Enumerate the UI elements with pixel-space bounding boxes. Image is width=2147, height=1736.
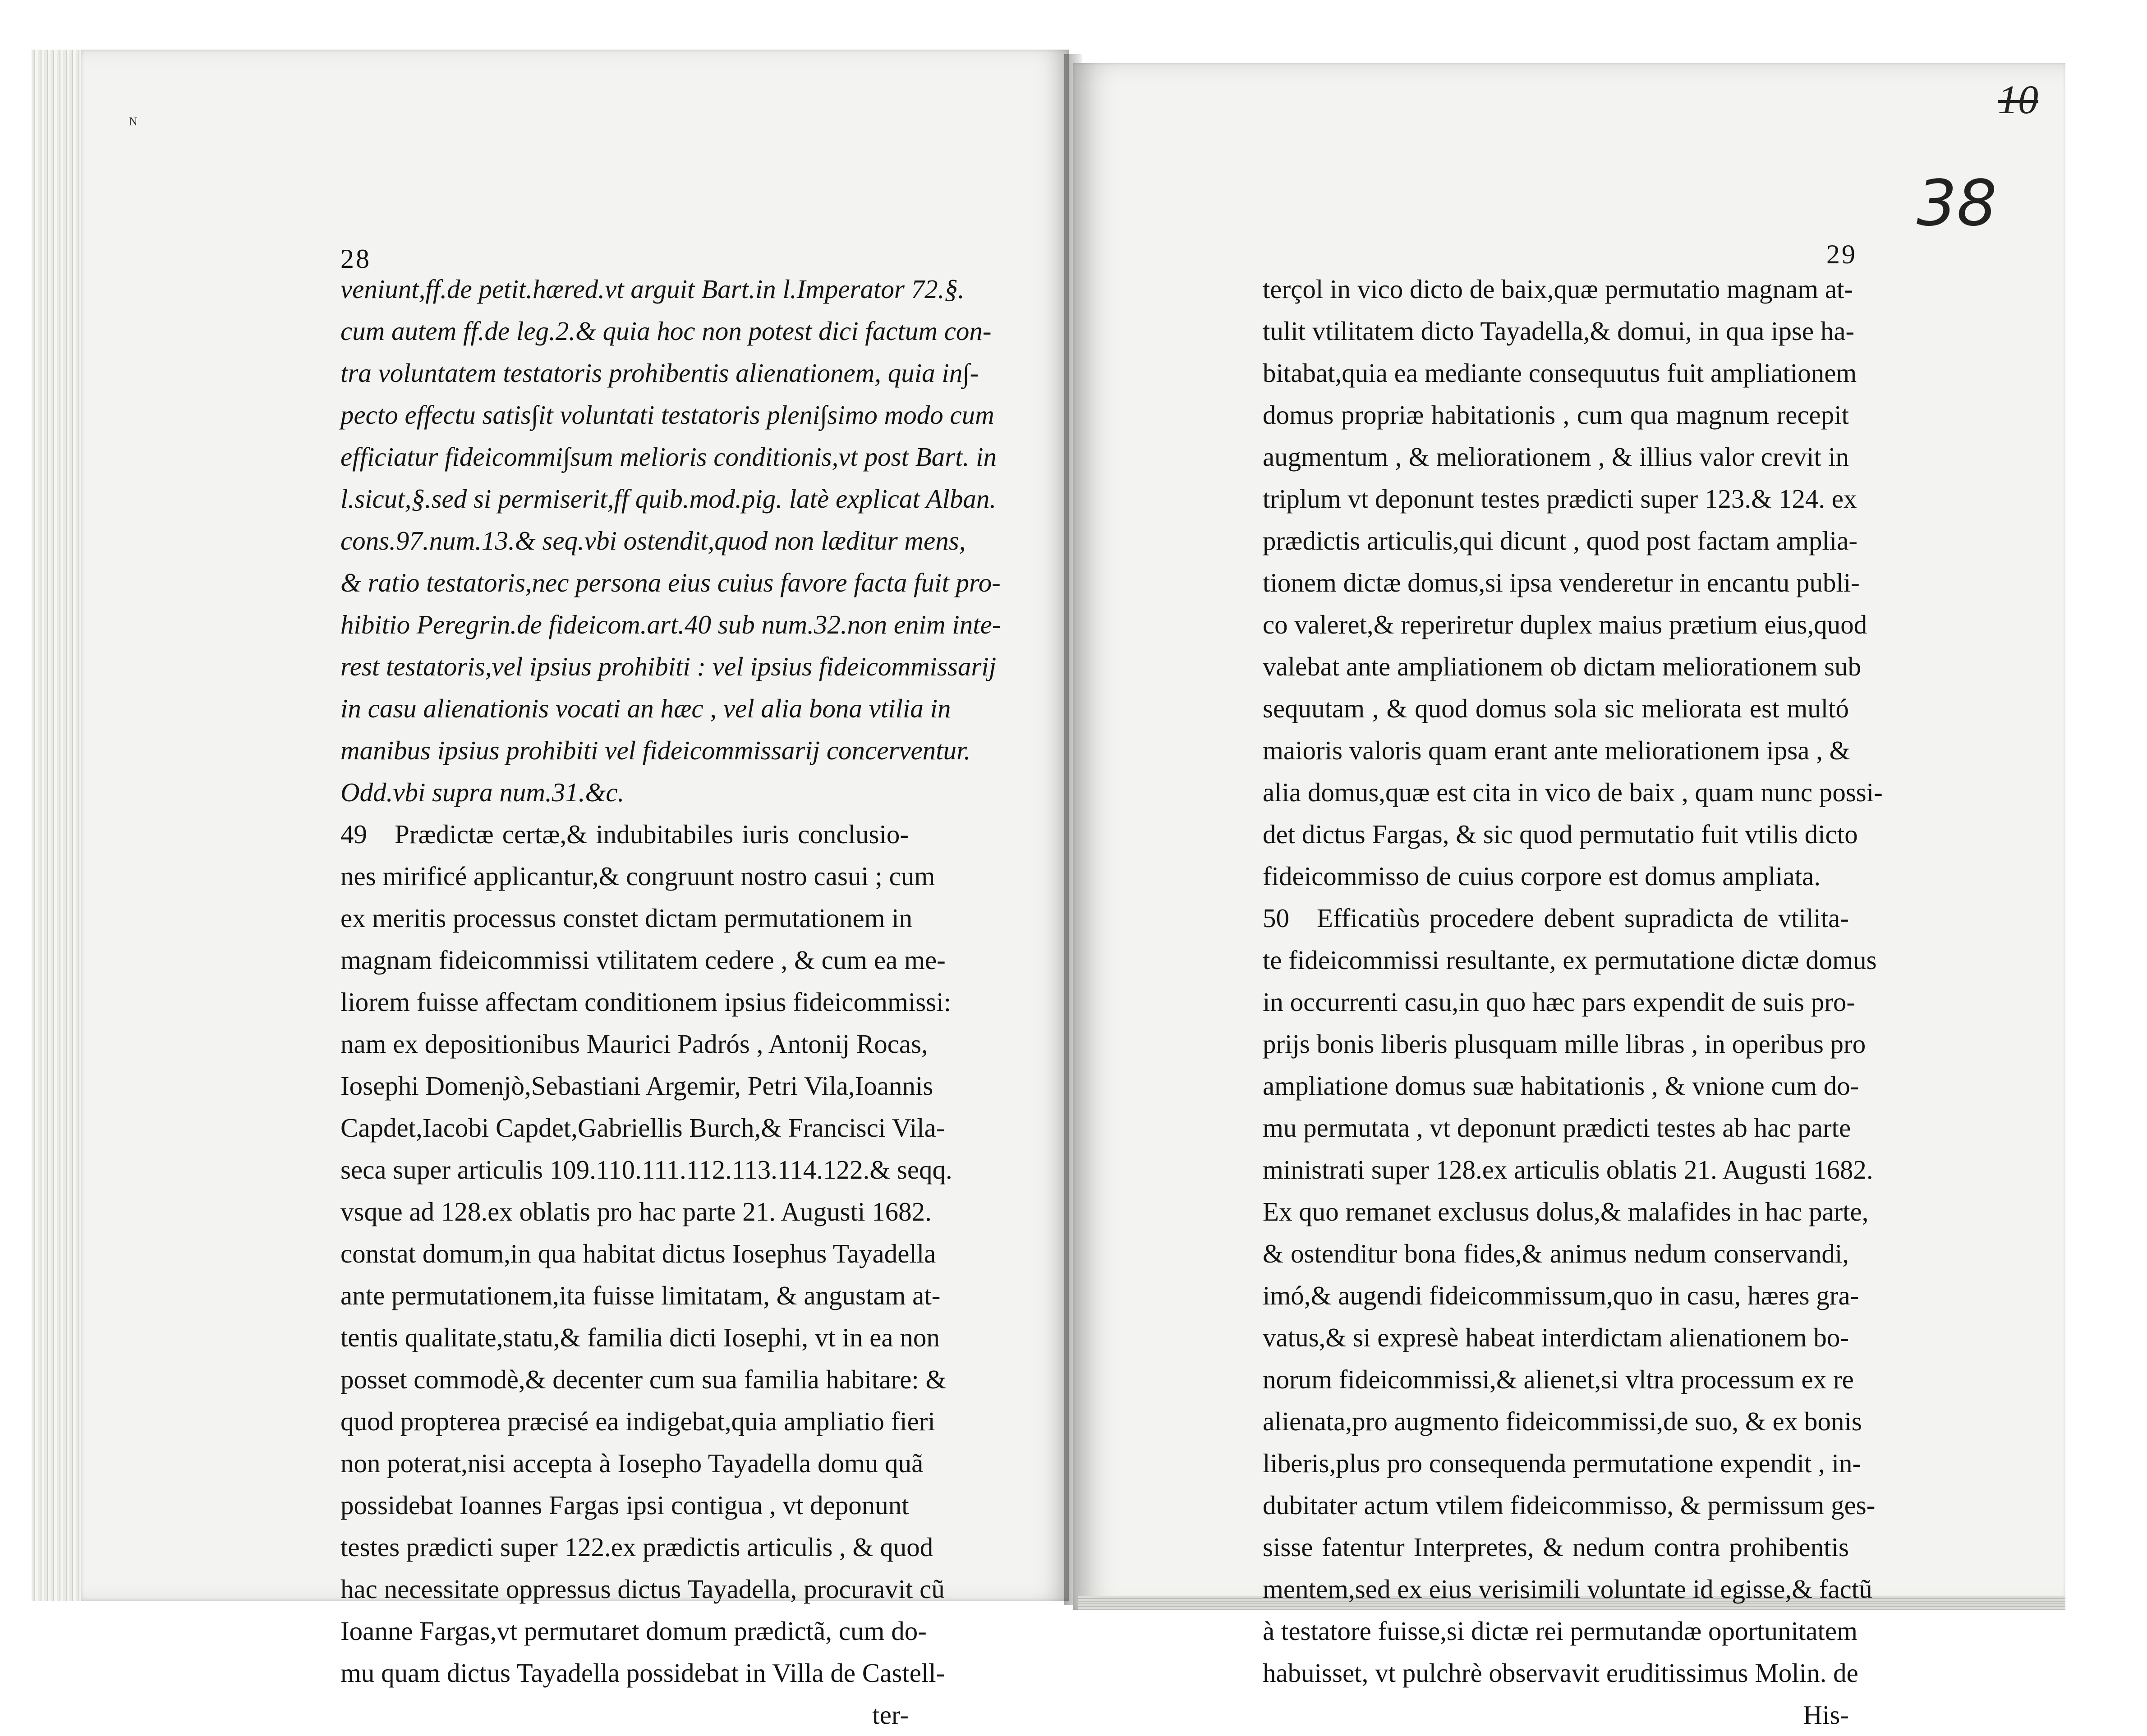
text-line: dubitater actum vtilem fideicommisso, & permissum ges- <box>1263 1490 1876 1520</box>
text-line: ministrati super 128.ex articulis oblatis 21. Augusti 1682. <box>1263 1155 1873 1185</box>
text-line: efficiatur fideicommi∫sum melioris conditionis,vt post Bart. in <box>340 442 997 472</box>
text-line: l.sicut,§.sed si permiserit,ff quib.mod.pig. latè explicat Alban. <box>340 484 997 514</box>
text-line: quod propterea præcisé ea indigebat,quia ampliatio fieri <box>340 1406 935 1436</box>
text-line: seca super articulis 109.110.111.112.113.114.122.& seqq. <box>340 1155 952 1185</box>
text-line: terçol in vico dicto de baix,quæ permutatio magnam at- <box>1263 274 1853 304</box>
paragraph-first-line <box>340 813 909 855</box>
text-line: posset commodè,& decenter cum sua familia habitare: & <box>340 1364 947 1394</box>
text-line: in casu alienationis vocati an hæc , vel alia bona vtilia in <box>340 693 951 723</box>
text-line: à testatore fuisse,si dictæ rei permutandæ oportunitatem <box>1263 1616 1857 1646</box>
text-line: domus propriæ habitationis , cum qua magnum recepit <box>1263 400 1849 430</box>
text-line: nes mirificé applicantur,& congruunt nostro casui ; cum <box>340 861 935 891</box>
paragraph-number: 49 <box>340 819 367 849</box>
text-line: constat domum,in qua habitat dictus Iosephus Tayadella <box>340 1239 936 1268</box>
text-line: fideicommisso de cuius corpore est domus ampliata. <box>1263 861 1821 891</box>
text-line: det dictus Fargas, & sic quod permutatio fuit vtilis dicto <box>1263 819 1858 849</box>
text-line: augmentum , & meliorationem , & illius valor crevit in <box>1263 442 1849 472</box>
text-line: Efficatiùs procedere debent supradicta de vtilita- <box>1317 903 1849 933</box>
right-page-number: 29 <box>1826 239 1857 269</box>
text-line: ante permutationem,ita fuisse limitatam, & angustam at- <box>340 1281 941 1310</box>
text-line: hac necessitate oppressus dictus Tayadella, procuravit cũ <box>340 1574 945 1604</box>
paragraph-number: 50 <box>1263 903 1289 933</box>
text-line: Odd.vbi supra num.31.&c. <box>340 777 625 807</box>
text-line: Ex quo remanet exclusus dolus,& malafides in hac parte, <box>1263 1197 1869 1226</box>
text-line: mu quam dictus Tayadella possidebat in Villa de Castell- <box>340 1658 945 1688</box>
text-line: Iosephi Domenjò,Sebastiani Argemir, Petri Vila,Ioannis <box>340 1071 933 1101</box>
text-line: cum autem ff.de leg.2.& quia hoc non potest dici factum con- <box>340 316 992 346</box>
text-line: ampliatione domus suæ habitationis , & vnione cum do- <box>1263 1071 1859 1101</box>
text-line: te fideicommissi resultante, ex permutatione dictæ domus <box>1263 945 1877 975</box>
text-line: mu permutata , vt deponunt prædicti testes ab hac parte <box>1263 1113 1851 1143</box>
text-line: tra voluntatem testatoris prohibentis alienationem, quia in∫- <box>340 358 979 388</box>
text-line: sisse fatentur Interpretes, & nedum contra prohibentis <box>1263 1532 1849 1562</box>
text-line: manibus ipsius prohibiti vel fideicommissarij concerventur. <box>340 735 971 765</box>
text-line: habuisset, vt pulchrè observavit eruditissimus Molin. de <box>1263 1658 1858 1688</box>
text-line: co valeret,& reperiretur duplex maius prætium eius,quod <box>1263 610 1867 639</box>
text-line: bitabat,quia ea mediante consequutus fuit ampliationem <box>1263 358 1857 388</box>
text-line: in occurrenti casu,in quo hæc pars expendit de suis pro- <box>1263 987 1856 1017</box>
text-line: cons.97.num.13.& seq.vbi ostendit,quod non læditur mens, <box>340 526 966 556</box>
catchword: His- <box>1803 1700 1849 1730</box>
text-line: liberis,plus pro consequenda permutatione expendit , in- <box>1263 1448 1862 1478</box>
text-line: nam ex depositionibus Maurici Padrós , Antonij Rocas, <box>340 1029 928 1059</box>
text-line: hibitio Peregrin.de fideicom.art.40 sub num.32.non enim inte- <box>340 610 1001 639</box>
text-line: & ostenditur bona fides,& animus nedum conservandi, <box>1263 1239 1849 1268</box>
catchword: ter- <box>872 1700 909 1730</box>
text-line: veniunt,ff.de petit.hæred.vt arguit Bart.in l.Imperator 72.§. <box>340 274 965 304</box>
text-line: alienata,pro augmento fideicommissi,de suo, & ex bonis <box>1263 1406 1862 1436</box>
text-line: vatus,& si expresè habeat interdictam alienationem bo- <box>1263 1323 1849 1352</box>
text-line: liorem fuisse affectam conditionem ipsius fideicommissi: <box>340 987 952 1017</box>
paragraph-first-line <box>1263 897 1849 939</box>
text-line: vsque ad 128.ex oblatis pro hac parte 21. Augusti 1682. <box>340 1197 932 1226</box>
struck-number-annotation: 10 <box>1998 78 2038 122</box>
text-line: rest testatoris,vel ipsius prohibiti : vel ipsius fideicommissarij <box>340 652 997 681</box>
text-line: non poterat,nisi accepta à Iosepho Tayadella domu quã <box>340 1448 924 1478</box>
text-line: alia domus,quæ est cita in vico de baix , quam nunc possi- <box>1263 777 1883 807</box>
left-page-number: 28 <box>340 244 371 274</box>
text-line: Prædictæ certæ,& indubitabiles iuris conclusio- <box>395 819 909 849</box>
text-line: imó,& augendi fideicommissum,quo in casu, hæres gra- <box>1263 1281 1859 1310</box>
handwritten-folio-number: 38 <box>1917 167 1997 240</box>
text-line: Ioanne Fargas,vt permutaret domum prædictã, cum do- <box>340 1616 927 1646</box>
text-line: & ratio testatoris,nec persona eius cuius favore facta fuit pro- <box>340 568 1001 597</box>
text-line: norum fideicommissi,& alienet,si vltra processum ex re <box>1263 1364 1854 1394</box>
text-line: sequutam , & quod domus sola sic meliorata est multó <box>1263 693 1849 723</box>
text-line: mentem,sed ex eius verisimili voluntate id egisse,& factũ <box>1263 1574 1872 1604</box>
text-line: tionem dictæ domus,si ipsa venderetur in encantu publi- <box>1263 568 1860 597</box>
text-line: testes prædicti super 122.ex prædictis articulis , & quod <box>340 1532 933 1562</box>
corner-mark: ᴺ <box>129 113 138 135</box>
right-text-block <box>1263 268 1883 1736</box>
text-line: prædictis articulis,qui dicunt , quod post factam amplia- <box>1263 526 1858 556</box>
text-line: triplum vt deponunt testes prædicti super 123.& 124. ex <box>1263 484 1857 514</box>
text-line: valebat ante ampliationem ob dictam meliorationem sub <box>1263 652 1862 681</box>
text-line: Capdet,Iacobi Capdet,Gabriellis Burch,& Francisci Vila- <box>340 1113 945 1143</box>
left-text-block <box>340 268 1001 1736</box>
text-line: possidebat Ioannes Fargas ipsi contigua , vt deponunt <box>340 1490 909 1520</box>
text-line: tulit vtilitatem dicto Tayadella,& domui, in qua ipse ha- <box>1263 316 1855 346</box>
text-line: tentis qualitate,statu,& familia dicti Iosephi, vt in ea non <box>340 1323 940 1352</box>
text-line: maioris valoris quam erant ante meliorationem ipsa , & <box>1263 735 1850 765</box>
text-line: magnam fideicommissi vtilitatem cedere , & cum ea me- <box>340 945 946 975</box>
text-line: ex meritis processus constet dictam permutationem in <box>340 903 913 933</box>
page-edges <box>32 50 81 1601</box>
text-line: pecto effectu satis∫it voluntati testatoris pleni∫simo modo cum <box>340 400 994 430</box>
text-line: prijs bonis liberis plusquam mille libras , in operibus pro <box>1263 1029 1866 1059</box>
